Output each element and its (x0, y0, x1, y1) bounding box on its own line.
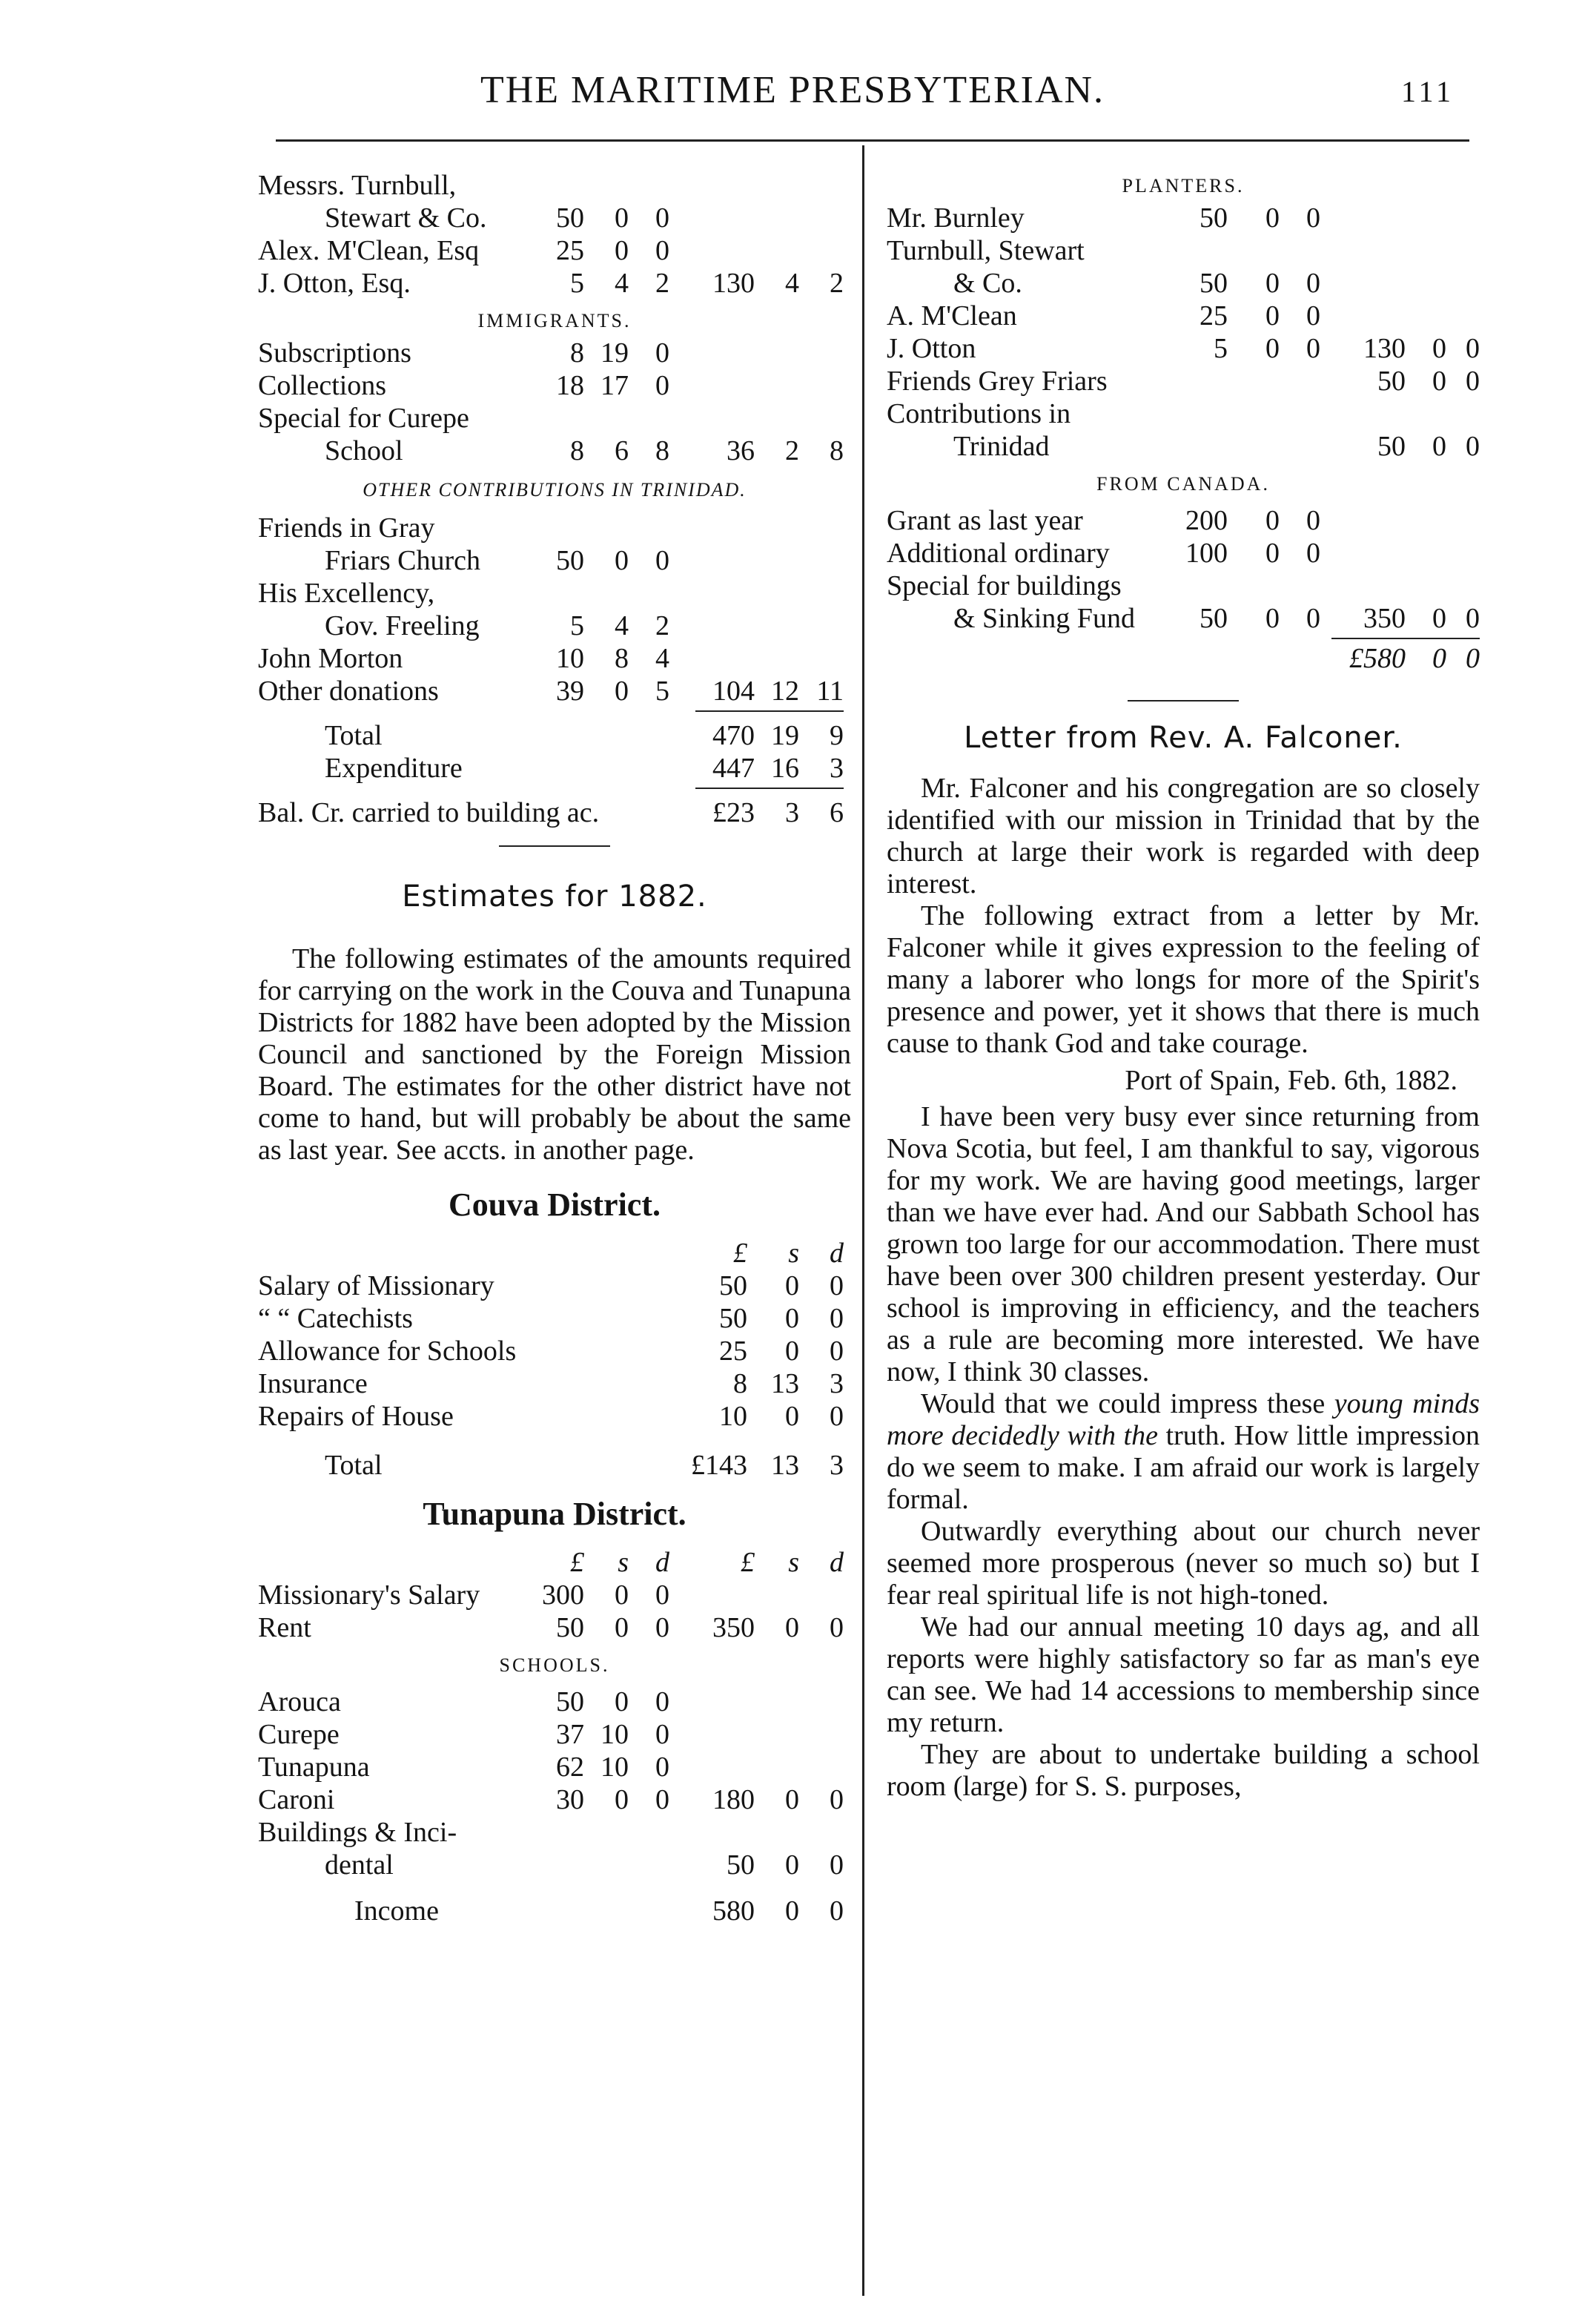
amount-l: 50 (1199, 202, 1228, 234)
amount-d: 0 (1306, 538, 1320, 569)
section-heading: FROM CANADA. (1096, 473, 1270, 495)
column-divider (862, 145, 864, 2296)
amount-l2: 104 (712, 676, 755, 707)
amount-d: 0 (830, 1336, 844, 1367)
row-label: Subscriptions (258, 337, 411, 369)
amount-s: 0 (1265, 268, 1280, 299)
amount-d: 0 (1306, 603, 1320, 634)
amount-d: d (830, 1238, 844, 1269)
amount-s2: 0 (1432, 366, 1446, 397)
amount-l: £143 (691, 1450, 747, 1481)
amount-l2: 36 (727, 435, 755, 466)
estimates-heading: Estimates for 1882. (402, 879, 707, 914)
amount-d: 0 (1306, 268, 1320, 299)
row-label: Friends in Gray (258, 512, 435, 544)
row-label: Turnbull, Stewart (887, 235, 1085, 266)
amount-l: 25 (1199, 300, 1228, 331)
row-label: Curepe (258, 1719, 340, 1750)
ledger-row (258, 435, 851, 467)
row-label: Total (325, 720, 383, 751)
amount-s2: s (788, 1547, 799, 1578)
amount-d2: 2 (830, 268, 844, 299)
amount-s: 0 (615, 1612, 629, 1643)
row-label: Income (354, 1895, 439, 1927)
amount-d: 0 (1306, 202, 1320, 234)
sum-rule (1331, 638, 1480, 639)
letter-paragraph-2-emphasis: young minds more decidedly with the (887, 1388, 1480, 1451)
amount-s: 0 (785, 1303, 799, 1334)
row-label: dental (325, 1849, 394, 1881)
ledger-row (258, 1611, 851, 1644)
amount-l: 50 (556, 545, 584, 576)
amount-d: 0 (655, 1784, 669, 1815)
amount-s2: 19 (771, 720, 799, 751)
amount-l: 62 (556, 1752, 584, 1783)
row-label: J. Otton (887, 333, 976, 364)
amount-d2: 0 (1466, 366, 1480, 397)
amount-s2: 0 (1432, 431, 1446, 462)
ledger-row (887, 537, 1480, 570)
amount-s: 0 (1265, 505, 1280, 536)
ledger-row (887, 504, 1480, 537)
amount-l: £ (733, 1238, 747, 1269)
amount-d2: 0 (830, 1895, 844, 1927)
amount-l2: 350 (1363, 603, 1406, 634)
amount-l: 300 (542, 1579, 584, 1611)
amount-l: 8 (570, 337, 584, 369)
row-label: Bal. Cr. carried to building ac. (258, 797, 600, 828)
row-label: His Excellency, (258, 578, 435, 609)
ledger-row (258, 267, 851, 300)
row-label: School (325, 435, 403, 466)
amount-s: 0 (1265, 538, 1280, 569)
letter-paragraph-2-start: Would that we could impress these (921, 1388, 1326, 1419)
amount-d2: 9 (830, 720, 844, 751)
ledger-row (258, 610, 851, 642)
ledger-row (258, 202, 851, 234)
amount-d: 5 (655, 676, 669, 707)
letter-paragraph-1: I have been very busy ever since returning from Nova Scotia, but feel, I am thankful to say, vigorous for my work. We are having good meetings, larger than we have ever had. And our Sabbath School has grown too large for our accommodation. There must have been over 300 children present yesterday. Our school is improving in efficiency, and the teachers as a rule are becoming more interested. We have now, I think 30 classes. (887, 1101, 1480, 1387)
amount-d: 0 (655, 202, 669, 234)
section-heading: SCHOOLS. (499, 1654, 610, 1676)
row-label: Other donations (258, 676, 439, 707)
amount-d: 0 (655, 370, 669, 401)
amount-s: 19 (600, 337, 629, 369)
ledger-row (887, 602, 1480, 635)
sum-rule (695, 788, 844, 789)
amount-s: 0 (785, 1401, 799, 1432)
amount-d2: 0 (830, 1612, 844, 1643)
row-label: “ “ Catechists (258, 1303, 413, 1334)
ledger-row (258, 337, 851, 369)
amount-l: 50 (556, 202, 584, 234)
letter-extract-paragraph: The following extract from a letter by Mr. Falconer while it gives expression to the feeling of many a laborer who longs for more of the Spirit's presence and power, yet it shows that there is much cause to thank God and take courage. (887, 900, 1480, 1059)
row-label: Missionary's Salary (258, 1579, 480, 1611)
amount-s: 0 (615, 1686, 629, 1717)
amount-l: 39 (556, 676, 584, 707)
row-label: J. Otton, Esq. (258, 268, 411, 299)
row-label: Total (325, 1450, 383, 1481)
amount-l: 50 (556, 1612, 584, 1643)
ledger-row (258, 642, 851, 675)
amount-l: 8 (733, 1368, 747, 1399)
amount-l: 10 (556, 643, 584, 674)
amount-s: 6 (615, 435, 629, 466)
row-label: Tunapuna (258, 1752, 370, 1783)
ledger-row (258, 369, 851, 402)
amount-s2: 12 (771, 676, 799, 707)
row-label: Special for buildings (887, 570, 1122, 601)
row-label: Collections (258, 370, 387, 401)
row-label: Repairs of House (258, 1401, 454, 1432)
ledger-row (258, 1302, 851, 1335)
amount-l: 10 (719, 1401, 747, 1432)
tunapuna-ledger (258, 1546, 851, 1927)
amount-s2: 2 (785, 435, 799, 466)
row-label: Special for Curepe (258, 403, 469, 434)
ledger-row (258, 796, 851, 829)
amount-d: 2 (655, 610, 669, 641)
ledger-row (258, 1335, 851, 1367)
amount-l: 200 (1185, 505, 1228, 536)
amount-s: 0 (615, 235, 629, 266)
spacer (258, 1433, 851, 1449)
tunapuna-district-heading: Tunapuna District. (423, 1496, 686, 1532)
amount-d: 0 (1306, 300, 1320, 331)
row-label: Grant as last year (887, 505, 1083, 536)
amount-s: 0 (615, 676, 629, 707)
page-title: THE MARITIME PRESBYTERIAN. (480, 69, 1105, 111)
amount-s: 4 (615, 268, 629, 299)
ledger-row (887, 234, 1480, 267)
amount-d: 0 (830, 1401, 844, 1432)
amount-l: 18 (556, 370, 584, 401)
section-heading: OTHER CONTRIBUTIONS IN TRINIDAD. (363, 479, 747, 501)
amount-d: 0 (655, 1579, 669, 1611)
letter-dateline: Port of Spain, Feb. 6th, 1882. (1125, 1065, 1457, 1096)
section-heading-row (258, 1648, 851, 1681)
contributions-ledger (258, 169, 851, 829)
amount-l: 8 (570, 435, 584, 466)
amount-d2: 0 (1466, 431, 1480, 462)
amount-s2: 0 (1432, 643, 1446, 674)
amount-d: 0 (655, 235, 669, 266)
amount-l2: £580 (1349, 643, 1406, 674)
amount-s2: 0 (1432, 603, 1446, 634)
amount-l: 50 (719, 1270, 747, 1301)
amount-d2: 6 (830, 797, 844, 828)
ledger-row (258, 752, 851, 785)
amount-s: 0 (1265, 300, 1280, 331)
row-label: Mr. Burnley (887, 202, 1025, 234)
row-label: Alex. M'Clean, Esq (258, 235, 480, 266)
row-label: & Co. (953, 268, 1022, 299)
amount-d: 0 (655, 1686, 669, 1717)
amount-s: 4 (615, 610, 629, 641)
row-label: John Morton (258, 643, 403, 674)
row-label: Caroni (258, 1784, 335, 1815)
row-label: Messrs. Turnbull, (258, 170, 457, 201)
letter-paragraph-2-end: truth. How little impression do we seem to make. I am afraid our work is largely formal. (887, 1420, 1480, 1515)
ledger-row (258, 1367, 851, 1400)
amount-s: 0 (615, 202, 629, 234)
amount-d2: d (830, 1547, 844, 1578)
section-heading-row (887, 169, 1480, 202)
amount-s2: 0 (785, 1612, 799, 1643)
amount-d: 3 (830, 1450, 844, 1481)
amount-d2: 0 (1466, 643, 1480, 674)
right-column (887, 169, 1480, 1803)
amount-l: 5 (570, 610, 584, 641)
spacer (258, 1881, 851, 1895)
row-label: Stewart & Co. (325, 202, 487, 234)
amount-d: d (655, 1547, 669, 1578)
row-label: & Sinking Fund (953, 603, 1135, 634)
ledger-row (258, 675, 851, 707)
ledger-row (887, 332, 1480, 365)
amount-s: 10 (600, 1752, 629, 1783)
ledger-row (258, 1816, 851, 1849)
amount-l: £ (570, 1547, 584, 1578)
left-column (258, 169, 851, 1927)
amount-l: 25 (719, 1336, 747, 1367)
amount-d2: 0 (1466, 333, 1480, 364)
ledger-row (887, 365, 1480, 397)
spacer (258, 506, 851, 512)
row-label: Buildings & Inci- (258, 1817, 457, 1848)
ledger-row (258, 1783, 851, 1816)
ledger-row (258, 402, 851, 435)
row-label: Expenditure (325, 753, 463, 784)
section-heading: IMMIGRANTS. (477, 310, 632, 331)
ledger-row (887, 570, 1480, 602)
ledger-row (887, 300, 1480, 332)
ledger-row (258, 234, 851, 267)
sum-rule-row (258, 707, 851, 715)
amount-d2: 11 (816, 676, 844, 707)
amount-s: 0 (1265, 603, 1280, 634)
amount-s2: 4 (785, 268, 799, 299)
ledger-row (887, 267, 1480, 300)
ledger-row (258, 1579, 851, 1611)
amount-d: 0 (655, 1752, 669, 1783)
amount-d: 3 (830, 1368, 844, 1399)
amount-l: 30 (556, 1784, 584, 1815)
amount-l2: 580 (712, 1895, 755, 1927)
letter-heading: Letter from Rev. A. Falconer. (964, 721, 1403, 755)
row-label: Trinidad (953, 431, 1050, 462)
amount-s: 13 (771, 1450, 799, 1481)
page-number: 111 (1401, 75, 1455, 108)
amount-d: 2 (655, 268, 669, 299)
ledger-row (258, 1546, 851, 1579)
amount-s: 0 (1265, 202, 1280, 234)
amount-s2: 0 (785, 1895, 799, 1927)
amount-l2: 130 (712, 268, 755, 299)
amount-d: 0 (1306, 505, 1320, 536)
row-label: Additional ordinary (887, 538, 1110, 569)
amount-d: 8 (655, 435, 669, 466)
letter-paragraph-2 (887, 1388, 1480, 1516)
amount-d: 0 (655, 1719, 669, 1750)
ledger-row (258, 1270, 851, 1302)
spacer (258, 467, 851, 473)
amount-l: 37 (556, 1719, 584, 1750)
ledger-row (258, 169, 851, 202)
amount-d: 0 (655, 545, 669, 576)
row-label: A. M'Clean (887, 300, 1017, 331)
amount-d: 4 (655, 643, 669, 674)
amount-d: 0 (655, 337, 669, 369)
amount-s: 0 (1265, 333, 1280, 364)
amount-d: 0 (1306, 333, 1320, 364)
ledger-row (258, 1751, 851, 1783)
amount-s2: 0 (785, 1849, 799, 1881)
amount-l: 50 (719, 1303, 747, 1334)
estimates-paragraph: The following estimates of the amounts required for carrying on the work in the Couva and Tunapuna Districts for 1882 have been adopted by the Mission Council and sanctioned by the Foreign Mission Board. The estimates for the other district have not come to hand, but will probably be about the same as last year. See accts. in another page. (258, 943, 851, 1166)
row-label: Salary of Missionary (258, 1270, 494, 1301)
ledger-row (258, 577, 851, 610)
letter-paragraph-5: They are about to undertake building a school room (large) for S. S. purposes, (887, 1739, 1480, 1802)
section-heading: PLANTERS. (1122, 175, 1245, 197)
ledger-row (887, 202, 1480, 234)
section-heading-row (887, 467, 1480, 500)
amount-s: 0 (785, 1270, 799, 1301)
row-label: Friars Church (325, 545, 481, 576)
amount-d2: 0 (830, 1784, 844, 1815)
amount-l2: 50 (1377, 431, 1406, 462)
planters-ledger (887, 169, 1480, 675)
letter-paragraph-4: We had our annual meeting 10 days ag, and all reports were highly satisfactory so far as man's eye can see. We had 14 accessions to membership since my return. (887, 1611, 1480, 1738)
amount-l2: £ (741, 1547, 755, 1578)
sum-rule-row (258, 785, 851, 792)
amount-d: 0 (830, 1303, 844, 1334)
ledger-row (258, 512, 851, 544)
amount-s2: 0 (1432, 333, 1446, 364)
amount-l: 50 (1199, 603, 1228, 634)
amount-l2: 130 (1363, 333, 1406, 364)
amount-l2: 180 (712, 1784, 755, 1815)
amount-l2: 350 (712, 1612, 755, 1643)
amount-l2: 50 (727, 1849, 755, 1881)
row-label: Rent (258, 1612, 311, 1643)
amount-s: 13 (771, 1368, 799, 1399)
amount-l: 5 (570, 268, 584, 299)
amount-l: 5 (1214, 333, 1228, 364)
amount-d: 0 (655, 1612, 669, 1643)
amount-d2: 3 (830, 753, 844, 784)
letter-paragraph-3: Outwardly everything about our church never seemed more prosperous (never so much so) but I fear real spiritual life is not high-toned. (887, 1516, 1480, 1611)
row-label: Insurance (258, 1368, 368, 1399)
row-label: Arouca (258, 1686, 341, 1717)
ledger-row (258, 1849, 851, 1881)
amount-s2: 0 (785, 1784, 799, 1815)
row-label: Gov. Freeling (325, 610, 480, 641)
amount-s: 8 (615, 643, 629, 674)
ledger-row (887, 642, 1480, 675)
amount-l: 50 (556, 1686, 584, 1717)
amount-s: 0 (615, 1784, 629, 1815)
ledger-row (887, 397, 1480, 430)
ledger-row (887, 430, 1480, 463)
section-heading-row (258, 304, 851, 337)
ledger-row (258, 544, 851, 577)
amount-s2: 3 (785, 797, 799, 828)
amount-l: 100 (1185, 538, 1228, 569)
amount-s: 0 (615, 1579, 629, 1611)
amount-l2: 470 (712, 720, 755, 751)
ledger-row (258, 719, 851, 752)
sum-rule (695, 710, 844, 712)
couva-ledger (258, 1237, 851, 1482)
section-heading-row (258, 473, 851, 506)
amount-l2: 447 (712, 753, 755, 784)
amount-d2: 0 (830, 1849, 844, 1881)
amount-d: 0 (830, 1270, 844, 1301)
row-label: Contributions in (887, 398, 1071, 429)
amount-s: s (788, 1238, 799, 1269)
amount-s: 0 (785, 1336, 799, 1367)
ledger-row (258, 1686, 851, 1718)
amount-l: 50 (1199, 268, 1228, 299)
amount-l2: 50 (1377, 366, 1406, 397)
header-rule (276, 139, 1469, 142)
row-label: Friends Grey Friars (887, 366, 1108, 397)
amount-l: 25 (556, 235, 584, 266)
ledger-row (258, 1400, 851, 1433)
amount-s: s (618, 1547, 629, 1578)
amount-s: 10 (600, 1719, 629, 1750)
amount-d2: 0 (1466, 603, 1480, 634)
letter-intro-paragraph: Mr. Falconer and his congregation are so closely identified with our mission in Trinidad that by the church at large their work is regarded with deep interest. (887, 773, 1480, 899)
amount-s: 17 (600, 370, 629, 401)
ledger-row (258, 1449, 851, 1482)
amount-s2: 16 (771, 753, 799, 784)
sum-rule-row (887, 635, 1480, 642)
row-label: Allowance for Schools (258, 1336, 517, 1367)
ledger-row (258, 1718, 851, 1751)
ledger-row (258, 1895, 851, 1927)
amount-l2: £23 (712, 797, 755, 828)
couva-district-heading: Couva District. (449, 1186, 661, 1223)
amount-d2: 8 (830, 435, 844, 466)
amount-s: 0 (615, 545, 629, 576)
ledger-row (258, 1237, 851, 1270)
